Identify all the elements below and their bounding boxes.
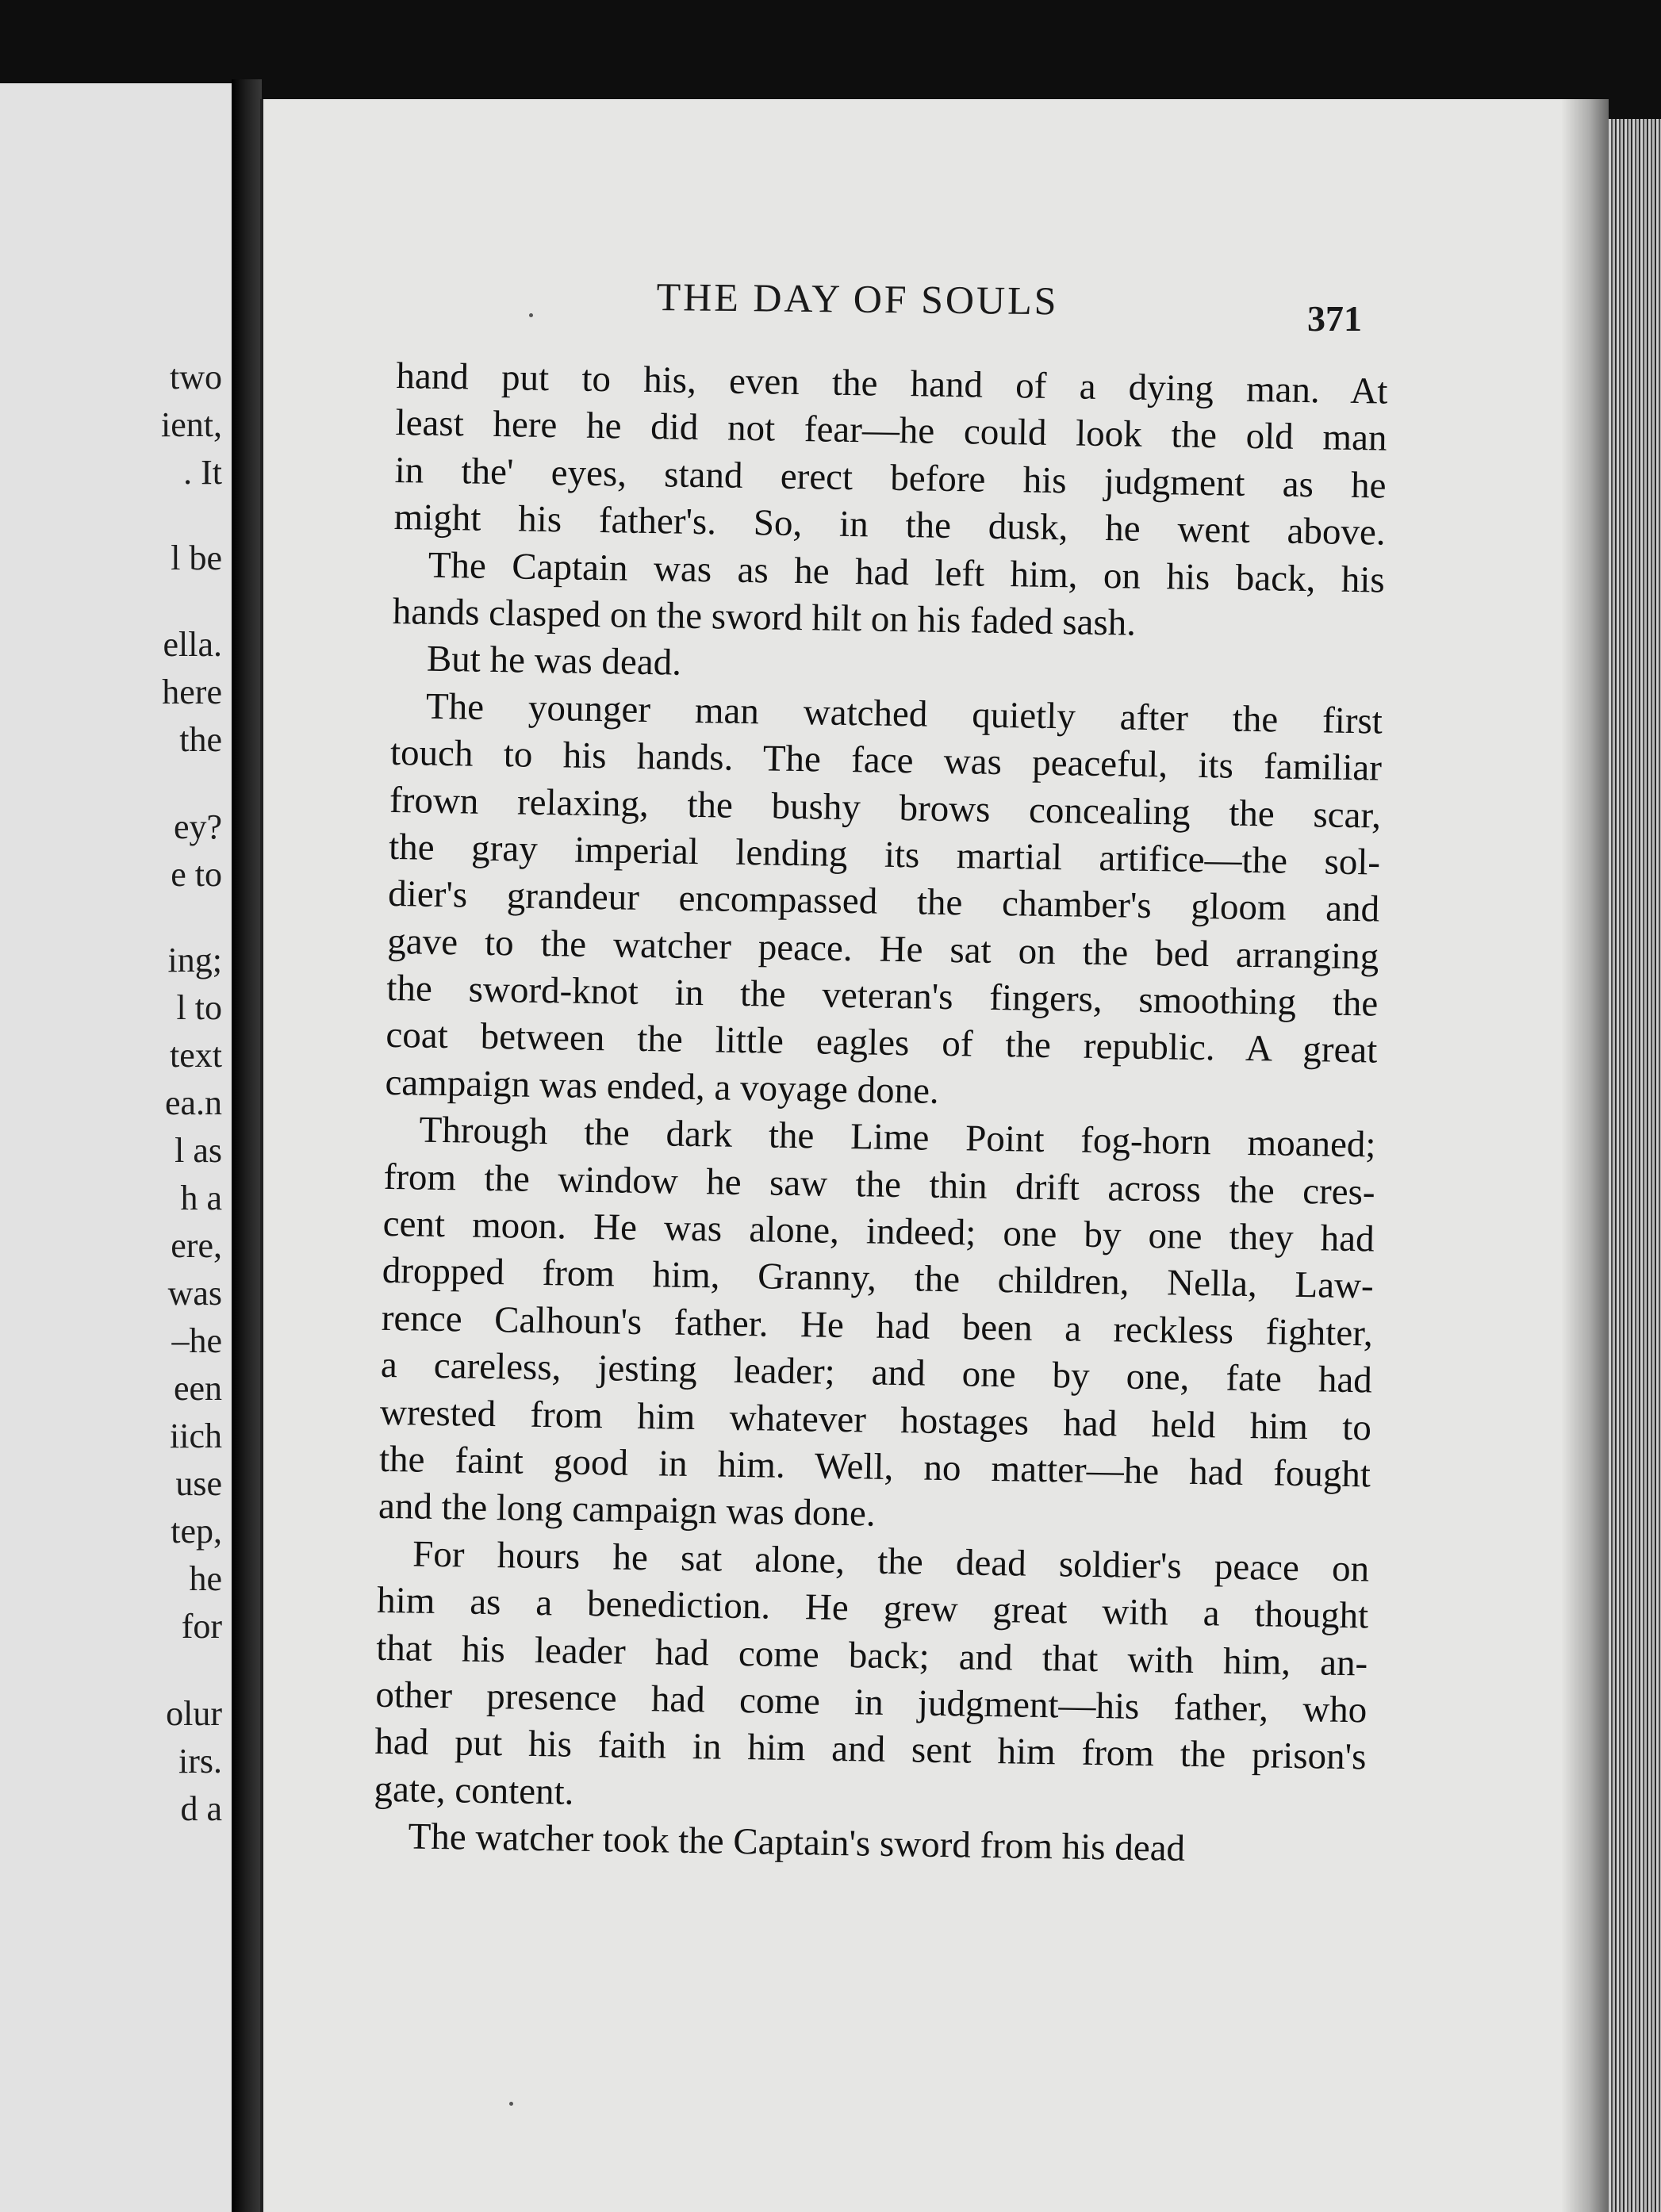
text-line: coat between the little eagles of the republic. A great: [386, 1014, 1378, 1071]
left-fragment: –he: [171, 1321, 222, 1360]
left-fragment: ing;: [167, 941, 222, 979]
left-fragment: was: [167, 1274, 222, 1313]
page-number: 371: [1307, 298, 1362, 339]
text-line: cent moon. He was alone, indeed; one by one they had: [382, 1202, 1375, 1260]
text-line: least here he did not fear—he could look the old man: [395, 402, 1387, 460]
text-line: Through the dark the Lime Point fog-horn moaned;: [419, 1109, 1376, 1166]
left-fragment: here: [162, 673, 222, 711]
left-fragment: tep,: [171, 1512, 222, 1551]
text-line: dier's grandeur encompassed the chamber's gloom and: [387, 873, 1380, 930]
left-fragment: he: [189, 1559, 222, 1598]
left-fragment: een: [173, 1369, 222, 1408]
text-line: from the window he saw the thin drift across the cres-: [383, 1156, 1375, 1213]
text-line: hand put to his, even the hand of a dying man. At: [396, 355, 1388, 412]
left-fragment: ere,: [171, 1226, 222, 1265]
text-line: touch to his hands. The face was peaceful, its familiar: [389, 732, 1383, 789]
text-line: the gray imperial lending its martial artifice—the sol-: [388, 826, 1381, 884]
left-facing-page: [0, 83, 236, 2212]
left-fragment: ea.n: [164, 1083, 222, 1122]
text-line: had put his faith in him and sent him from the prison's: [374, 1721, 1367, 1778]
text-line: hands clasped on the sword hilt on his faded sash.: [392, 590, 1137, 644]
text-line: that his leader had come back; and that with him, an-: [375, 1627, 1368, 1684]
text-line: him as a benediction. He grew great with a thought: [376, 1579, 1369, 1637]
left-fragment: h a: [180, 1179, 222, 1217]
left-fragment: two: [170, 358, 222, 397]
text-line: in the' eyes, stand erect before his judgment as he: [394, 449, 1387, 507]
text-line: the sword-knot in the veteran's fingers, smoothing the: [386, 967, 1379, 1025]
left-fragment: l be: [171, 539, 222, 577]
page-curl-shadow: [1561, 99, 1609, 2212]
left-fragment: irs.: [178, 1742, 222, 1781]
page-stack-edges: [1609, 119, 1661, 2212]
scan-speck: [529, 313, 533, 317]
left-fragment: l to: [176, 988, 222, 1027]
text-line: gave to the watcher peace. He sat on the bed arranging: [386, 920, 1379, 978]
text-line: For hours he sat alone, the dead soldier's peace on: [412, 1533, 1370, 1590]
text-line: But he was dead.: [426, 638, 682, 684]
text-line: The Captain was as he had left him, on his back, his: [428, 544, 1386, 601]
text-line: the faint good in him. Well, no matter—he had fought: [378, 1438, 1371, 1496]
text-line: a careless, jesting leader; and one by one, fate had: [380, 1344, 1373, 1401]
left-fragment: d a: [180, 1789, 222, 1828]
text-line: and the long campaign was done.: [378, 1486, 876, 1535]
book-gutter: [232, 79, 262, 2212]
text-line: other presence had come in judgment—his father, who: [375, 1673, 1368, 1731]
text-line: frown relaxing, the bushy brows concealing the scar,: [389, 779, 1382, 837]
text-line: dropped from him, Granny, the children, Nella, Law-: [382, 1250, 1375, 1307]
text-line: wrested from him whatever hostages had held him to: [379, 1391, 1372, 1449]
left-fragment: e to: [171, 855, 222, 894]
text-line: The younger man watched quietly after the first: [425, 685, 1383, 742]
running-head: THE DAY OF SOULS: [656, 274, 1059, 324]
left-fragment: ient,: [161, 405, 222, 444]
left-fragment: use: [175, 1464, 222, 1503]
left-fragment: . It: [183, 453, 222, 492]
text-line: campaign was ended, a voyage done.: [385, 1061, 940, 1112]
left-fragment: ella.: [163, 625, 222, 664]
left-fragment: iich: [170, 1417, 222, 1455]
left-fragment: for: [181, 1607, 222, 1646]
left-fragment: the: [179, 720, 222, 759]
left-fragment: text: [170, 1036, 222, 1075]
text-line: might his father's. So, in the dusk, he went above.: [393, 496, 1387, 554]
text-line: The watcher took the Captain's sword from his dead: [408, 1815, 1186, 1869]
left-fragment: ey?: [173, 807, 222, 846]
left-fragment: l as: [175, 1131, 222, 1170]
body-text: [373, 353, 1388, 1876]
left-fragment: olur: [166, 1694, 222, 1733]
text-line: rence Calhoun's father. He had been a reckless fighter,: [381, 1297, 1374, 1355]
scan-speck: [509, 2102, 513, 2106]
text-line: gate, content.: [374, 1768, 574, 1813]
